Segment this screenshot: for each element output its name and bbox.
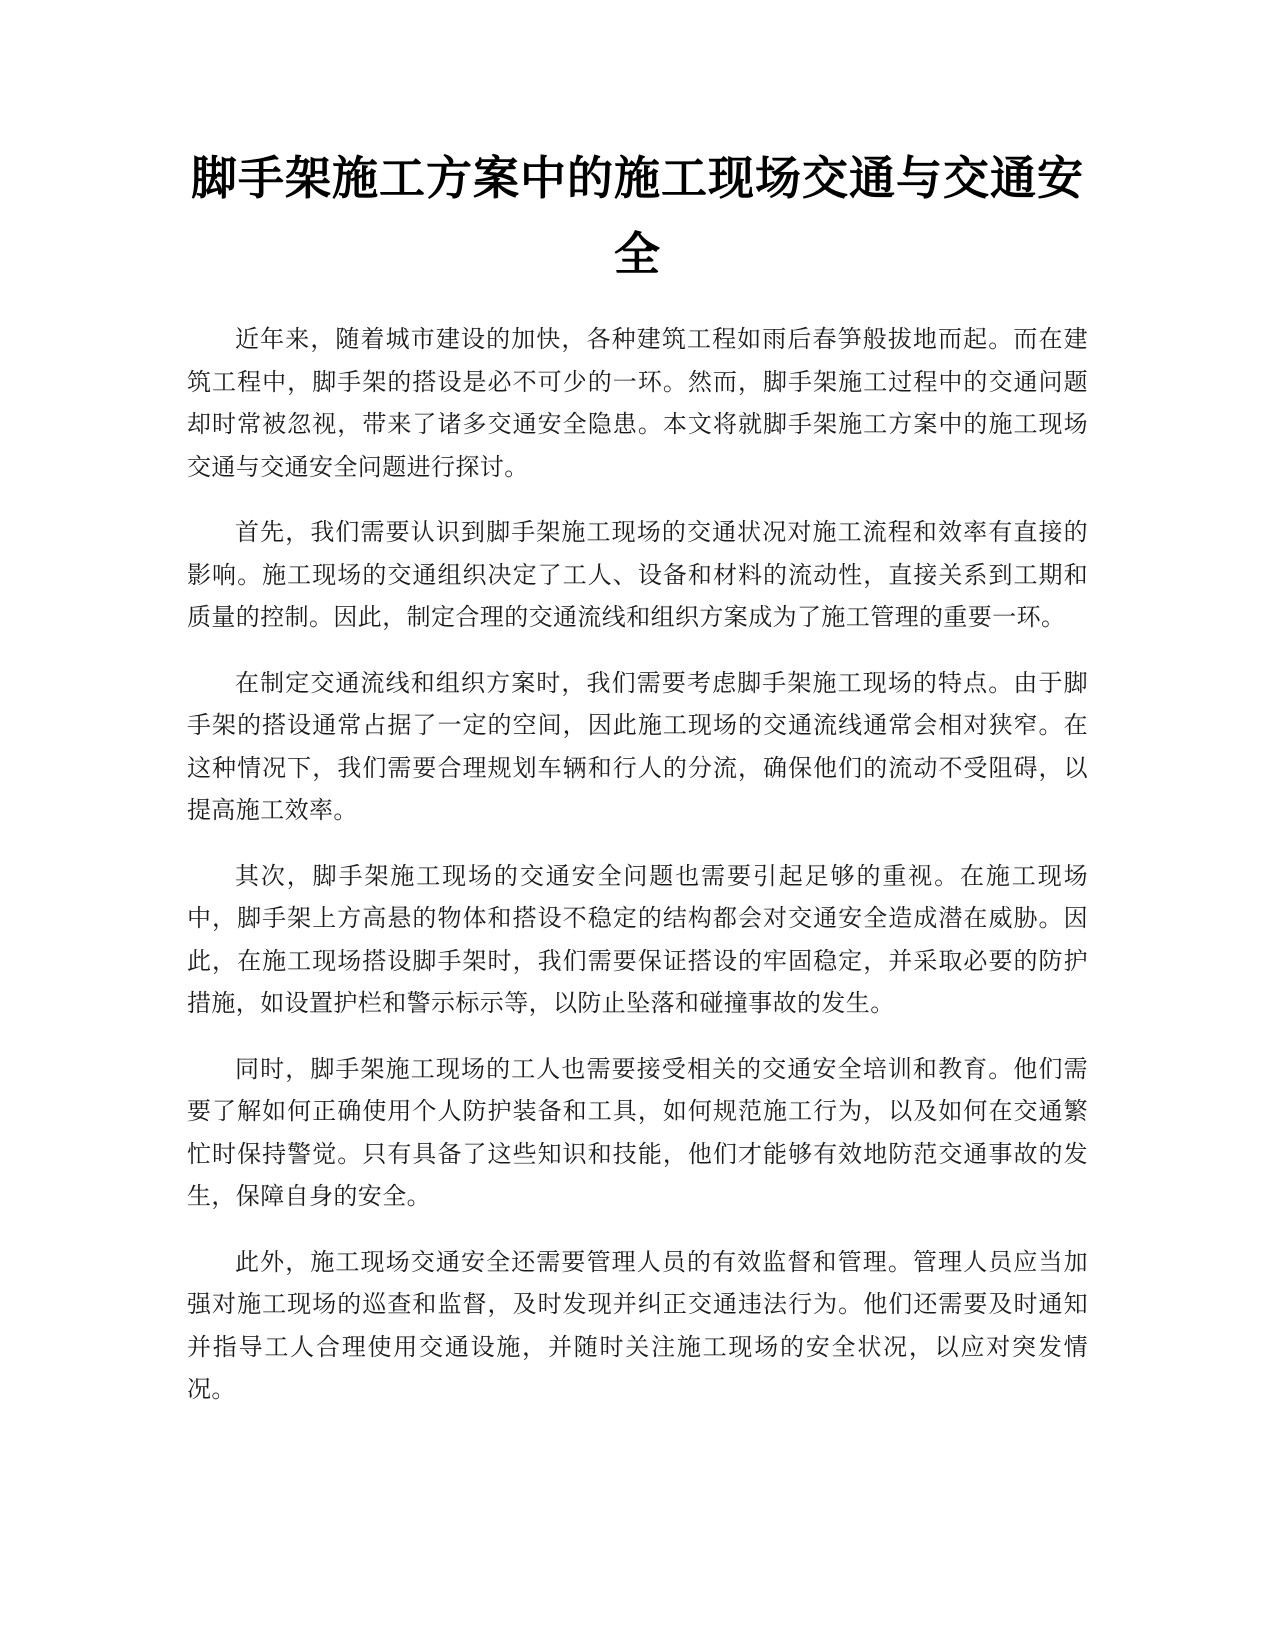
paragraph-traffic-planning: 在制定交通流线和组织方案时，我们需要考虑脚手架施工现场的特点。由于脚手架的搭设通常占据了一定的空间，因此施工现场的交通流线通常会相对狭窄。在这种情况下，我们需要合理规划车辆和行人的分流，确保他们的流动不受阻碍，以提高施工效率。 bbox=[187, 668, 1088, 824]
paragraph-traffic-safety: 其次，脚手架施工现场的交通安全问题也需要引起足够的重视。在施工现场中，脚手架上方高悬的物体和搭设不稳定的结构都会对交通安全造成潜在威胁。因此，在施工现场搭设脚手架时，我们需要保证搭设的牢固稳定，并采取必要的防护措施，如设置护栏和警示标示等，以防止坠落和碰撞事故的发生。 bbox=[187, 861, 1088, 1017]
paragraph-traffic-impact: 首先，我们需要认识到脚手架施工现场的交通状况对施工流程和效率有直接的影响。施工现场的交通组织决定了工人、设备和材料的流动性，直接关系到工期和质量的控制。因此，制定合理的交通流线和组织方案成为了施工管理的重要一环。 bbox=[187, 518, 1088, 631]
paragraph-management: 此外，施工现场交通安全还需要管理人员的有效监督和管理。管理人员应当加强对施工现场的巡查和监督，及时发现并纠正交通违法行为。他们还需要及时通知并指导工人合理使用交通设施，并随时关注施工现场的安全状况，以应对突发情况。 bbox=[187, 1247, 1088, 1403]
document-title: 脚手架施工方案中的施工现场交通与交通安全 bbox=[191, 151, 1084, 281]
paragraph-worker-training: 同时，脚手架施工现场的工人也需要接受相关的交通安全培训和教育。他们需要了解如何正确使用个人防护装备和工具，如何规范施工行为，以及如何在交通繁忙时保持警觉。只有具备了这些知识和技能，他们才能够有效地防范交通事故的发生，保障自身的安全。 bbox=[187, 1054, 1088, 1210]
paragraph-intro: 近年来，随着城市建设的加快，各种建筑工程如雨后春笋般拔地而起。而在建筑工程中，脚手架的搭设是必不可少的一环。然而，脚手架施工过程中的交通问题却时常被忽视，带来了诸多交通安全隐患。本文将就脚手架施工方案中的施工现场交通与交通安全问题进行探讨。 bbox=[187, 325, 1088, 481]
document-body bbox=[187, 318, 1088, 1434]
